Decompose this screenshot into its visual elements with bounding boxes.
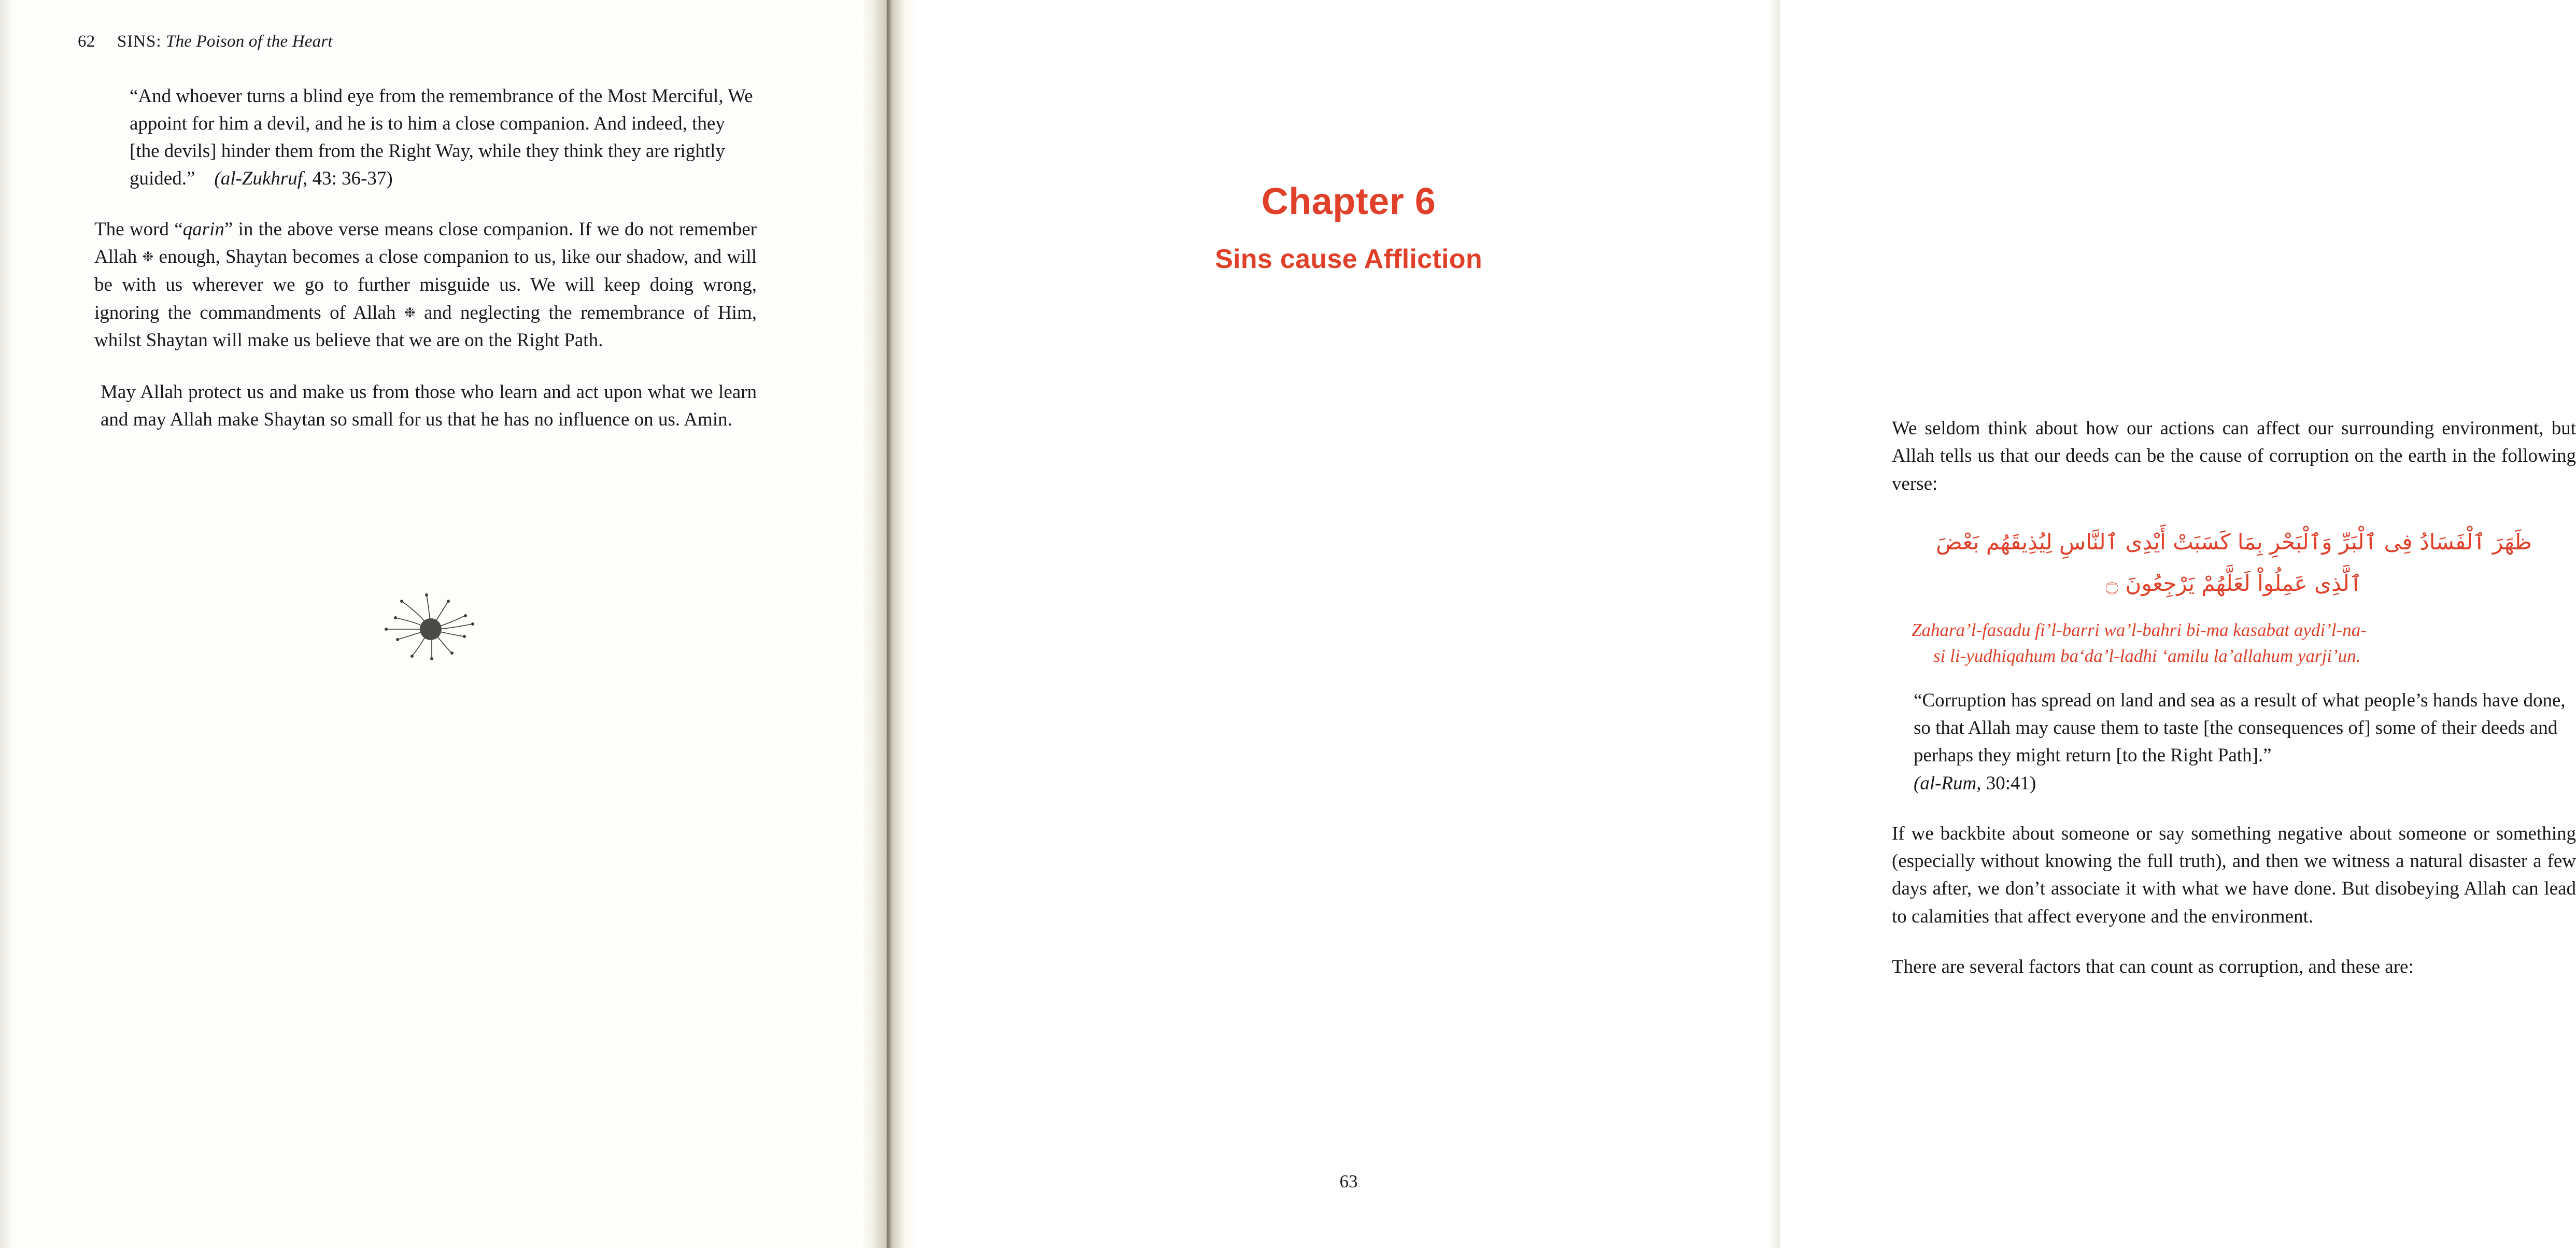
para-term-qarin: qarin <box>182 218 224 240</box>
gutter-fold-line <box>887 0 888 1248</box>
paragraph-backbiting-text: If we backbite about someone or say something negative about someone or something (especially without knowing the full truth), and then we witness a natural disaster a few days after, we don’t associate it with what we have done. But disobeying Allah can lead to calamities that affect everyone and the environment. <box>1892 822 2576 927</box>
verse-source-plain: , 30:41) <box>1976 772 2036 794</box>
para-seg-5: and neglecting the remembrance of Him, whilst Shaytan will make us believe that we are on the Right Path. <box>94 302 757 351</box>
right-page <box>917 0 2576 1248</box>
transliteration-line-1: Zahara’l-fasadu fi’l-barri wa’l-bahri bi-ma kasabat aydi’l-na- <box>1912 620 2367 641</box>
book-gutter <box>860 0 917 1248</box>
verse-translation <box>1914 687 2576 797</box>
paragraph-factors <box>1892 953 2576 981</box>
right-page-body <box>1892 415 2576 1004</box>
flower-ornament <box>0 586 860 676</box>
paragraph-backbiting <box>1892 820 2576 930</box>
para-seg-4: enough, Shaytan becomes a close companion to us, like our shadow, and will be with us wherever we go to further misguide us. We will keep doing wrong, ignoring the commandments of Allah <box>94 246 757 323</box>
honorific-glyph-icon: ❉ <box>404 305 416 320</box>
running-head-series: SINS: <box>117 32 162 51</box>
quote-text: “And whoever turns a blind eye from the remembrance of the Most Merciful, We appoint for him a devil, and he is to him a close companion. And indeed, they [the devils] hinder them from the Right Way, while they think they are rightly guided.” <box>130 86 753 189</box>
quote-reference-italic: (al-Zukhruf <box>214 167 303 189</box>
paragraph-intro-text: We seldom think about how our actions can affect our surrounding environment, but Allah tells us that our deeds can be the cause of corruption on the earth in the following verse: <box>1892 418 2576 494</box>
para-seg-1: The word “ <box>94 218 183 240</box>
chapter-heading <box>917 180 1780 275</box>
folio-left: 62 <box>78 32 95 51</box>
para-dua-text: May Allah protect us and make us from those who learn and act upon what we learn and may Allah make Shaytan so small for us that he has no influence on us. Amin. <box>101 381 757 431</box>
folio-right: 63 <box>1339 1171 1358 1192</box>
paragraph-intro <box>1892 415 2576 498</box>
arabic-verse-line-1: ظَهَرَ ٱلْفَسَادُ فِى ٱلْبَرِّ وَٱلْبَحْرِ بِمَا كَسَبَتْ أَيْدِى ٱلنَّاسِ لِيُذِيقَهُم بَعْضَ <box>1936 529 2532 555</box>
verse-translation-text: “Corruption has spread on land and sea as a result of what people’s hands have done, so that Allah may cause them to taste [the consequences of] some of their deeds and perhaps they might return [to the Right Path].” <box>1914 689 2566 767</box>
chapter-number: Chapter 6 <box>1261 181 1436 222</box>
flower-ornament-icon <box>371 586 490 674</box>
chapter-title: Sins cause Affliction <box>1215 244 1482 274</box>
quote-reference-plain: , 43: 36-37) <box>302 167 393 189</box>
arabic-verse-line-2: ٱلَّذِى عَمِلُواْ لَعَلَّهُمْ يَرْجِعُونَ ۝ <box>2105 570 2362 596</box>
paragraph-qarin <box>94 216 757 354</box>
para-seg-3: ” in the above verse means close companion. If we do not remember Allah <box>94 218 757 268</box>
paragraph-factors-text: There are several factors that can count as corruption, and these are: <box>1892 956 2414 977</box>
running-head-title: The Poison of the Heart <box>166 32 333 51</box>
honorific-glyph-icon: ❉ <box>142 249 154 265</box>
transliteration <box>1912 617 2576 669</box>
verse-source-italic: (al-Rum <box>1914 772 1977 794</box>
left-page <box>0 0 860 1248</box>
running-head <box>78 32 333 51</box>
transliteration-line-2: si li-yudhiqahum ba‘da’l-ladhi ‘amilu la’allahum yarji’un. <box>1933 646 2361 666</box>
quran-quote-zukhruf <box>130 83 757 193</box>
paragraph-dua <box>101 378 757 434</box>
left-page-body <box>94 83 757 458</box>
arabic-verse <box>1892 521 2576 604</box>
